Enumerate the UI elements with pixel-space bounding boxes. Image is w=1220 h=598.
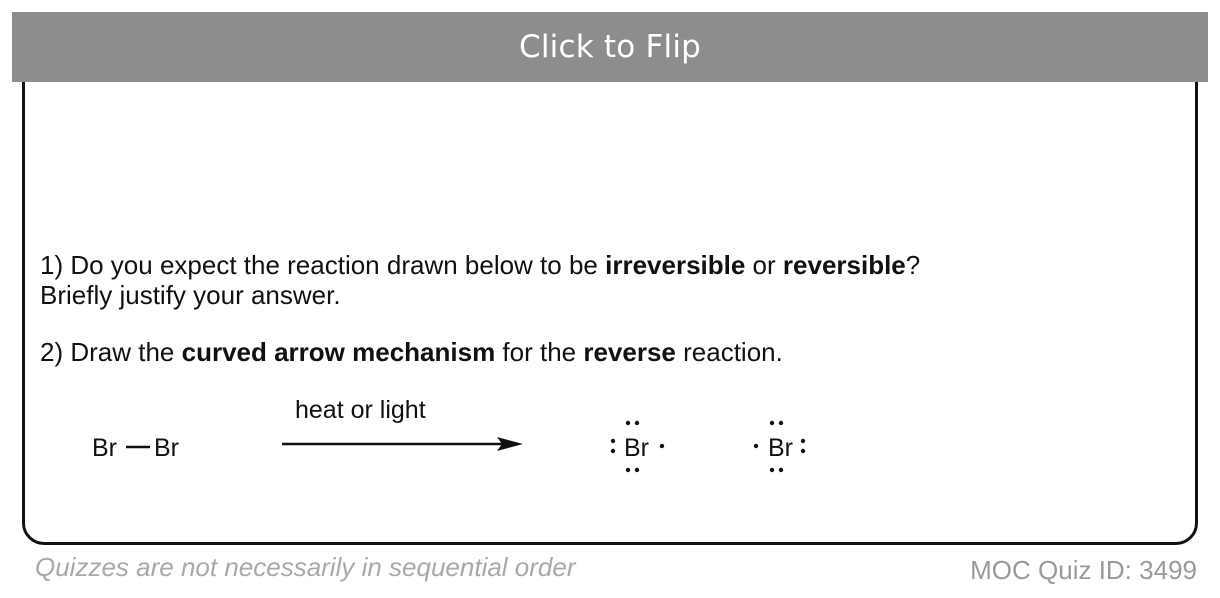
keyword-reversible: reversible (782, 250, 906, 280)
flip-button-label: Click to Flip (518, 29, 702, 65)
question-1: 1) Do you expect the reaction drawn below to be irreversible or reversible? (40, 250, 921, 280)
product-br-2: Br (768, 434, 793, 462)
question-2: 2) Draw the curved arrow mechanism for the reverse reaction. (40, 337, 783, 367)
reaction-condition: heat or light (295, 396, 426, 424)
reactant-br-left: Br (92, 434, 117, 462)
reactant-br-right: Br (154, 434, 179, 462)
keyword-reverse: reverse (583, 337, 676, 367)
keyword-irreversible: irreversible (605, 250, 746, 280)
click-to-flip-button[interactable] (12, 12, 1208, 82)
quiz-id: MOC Quiz ID: 3499 (970, 555, 1197, 585)
keyword-curved-arrow-mechanism: curved arrow mechanism (181, 337, 496, 367)
question-1-line-2: Briefly justify your answer. (40, 280, 341, 310)
question-text (40, 250, 920, 367)
product-br-1: Br (624, 434, 649, 462)
quiz-order-note: Quizzes are not necessarily in sequential order (35, 552, 576, 582)
